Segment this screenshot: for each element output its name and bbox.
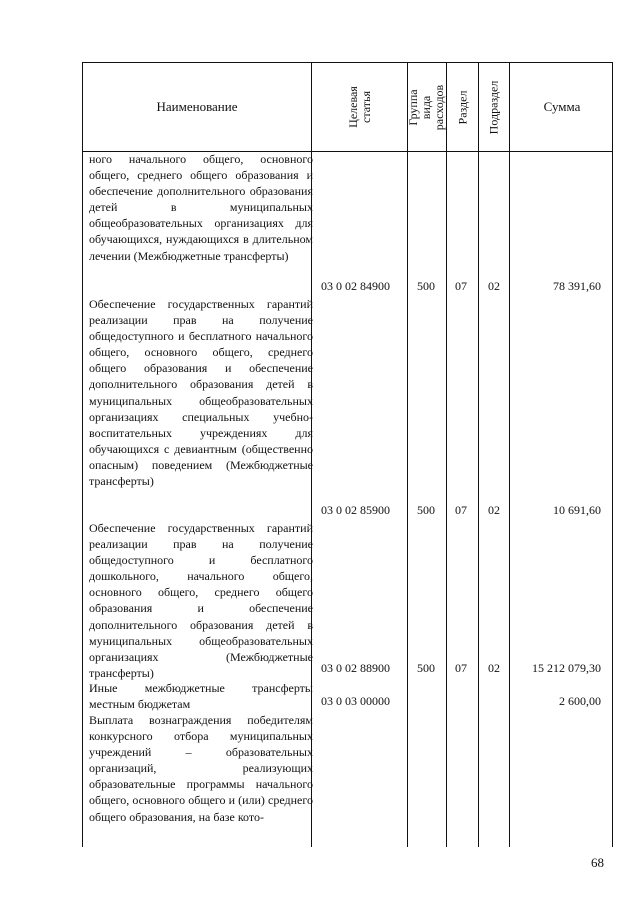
row-group: 500	[417, 503, 435, 517]
row-section: 07	[455, 503, 467, 517]
budget-table	[82, 62, 613, 847]
row-subsection: 02	[488, 503, 500, 517]
row-name: Обеспечение государственных гарантий реализации прав на получение общедоступного и бесплатного дошкольного, начального общего, основного общего, среднего общего образования и обеспечение дополнительного образования детей в муниципальных общеобразовательных организациях (Межбюджетные трансферты)	[89, 521, 313, 680]
page-number: 68	[591, 855, 604, 870]
row-section: 07	[455, 661, 467, 675]
row-subsection: 02	[488, 661, 500, 675]
header-sum: Сумма	[543, 99, 581, 114]
column-divider	[478, 63, 479, 847]
header-target-article: Целевая статья	[345, 86, 373, 128]
row-group: 500	[417, 661, 435, 675]
row-target: 03 0 02 88900	[321, 661, 390, 675]
header-section: Раздел	[455, 90, 470, 124]
row-name: ного начального общего, основного общего, среднего общего образования и обеспечение дополнительного образования детей в муниципальных общеобразовательных организациях для обучающихся, нуждающихся в длительном лечении (Межбюджетные трансферты)	[89, 152, 313, 263]
row-group: 500	[417, 279, 435, 293]
row-target: 03 0 02 84900	[321, 279, 390, 293]
row-subsection: 02	[488, 279, 500, 293]
column-divider	[446, 63, 447, 847]
row-name: Иные межбюджетные трансферты местным бюджетам	[89, 681, 313, 712]
row-section: 07	[455, 279, 467, 293]
row-name: Выплата вознаграждения победителям конкурсного отбора муниципальных учреждений – образовательных организаций, реализующих образовательные программы начального общего, основного общего и (или) среднего общего образования, на базе кото-	[89, 713, 313, 824]
row-sum: 2 600,00	[559, 694, 601, 708]
header-subsection: Подраздел	[486, 80, 501, 134]
column-divider	[509, 63, 510, 847]
row-sum: 15 212 079,30	[532, 661, 601, 675]
header-expense-group: Группа вида расходов	[406, 84, 447, 130]
column-divider	[407, 63, 408, 847]
row-sum: 78 391,60	[553, 279, 601, 293]
row-name: Обеспечение государственных гарантий реализации прав на получение общедоступного и бесплатного начального общего, основного общего, среднего общего образования и обеспечение дополнительного образования детей в муниципальных общеобразовательных организациях специальных учебно-воспитательных учреждениях для обучающихся с девиантным (общественно опасным) поведением (Межбюджетные трансферты)	[89, 297, 313, 489]
row-target: 03 0 02 85900	[321, 503, 390, 517]
row-target: 03 0 03 00000	[321, 694, 390, 708]
header-name: Наименование	[156, 99, 238, 114]
row-sum: 10 691,60	[553, 503, 601, 517]
